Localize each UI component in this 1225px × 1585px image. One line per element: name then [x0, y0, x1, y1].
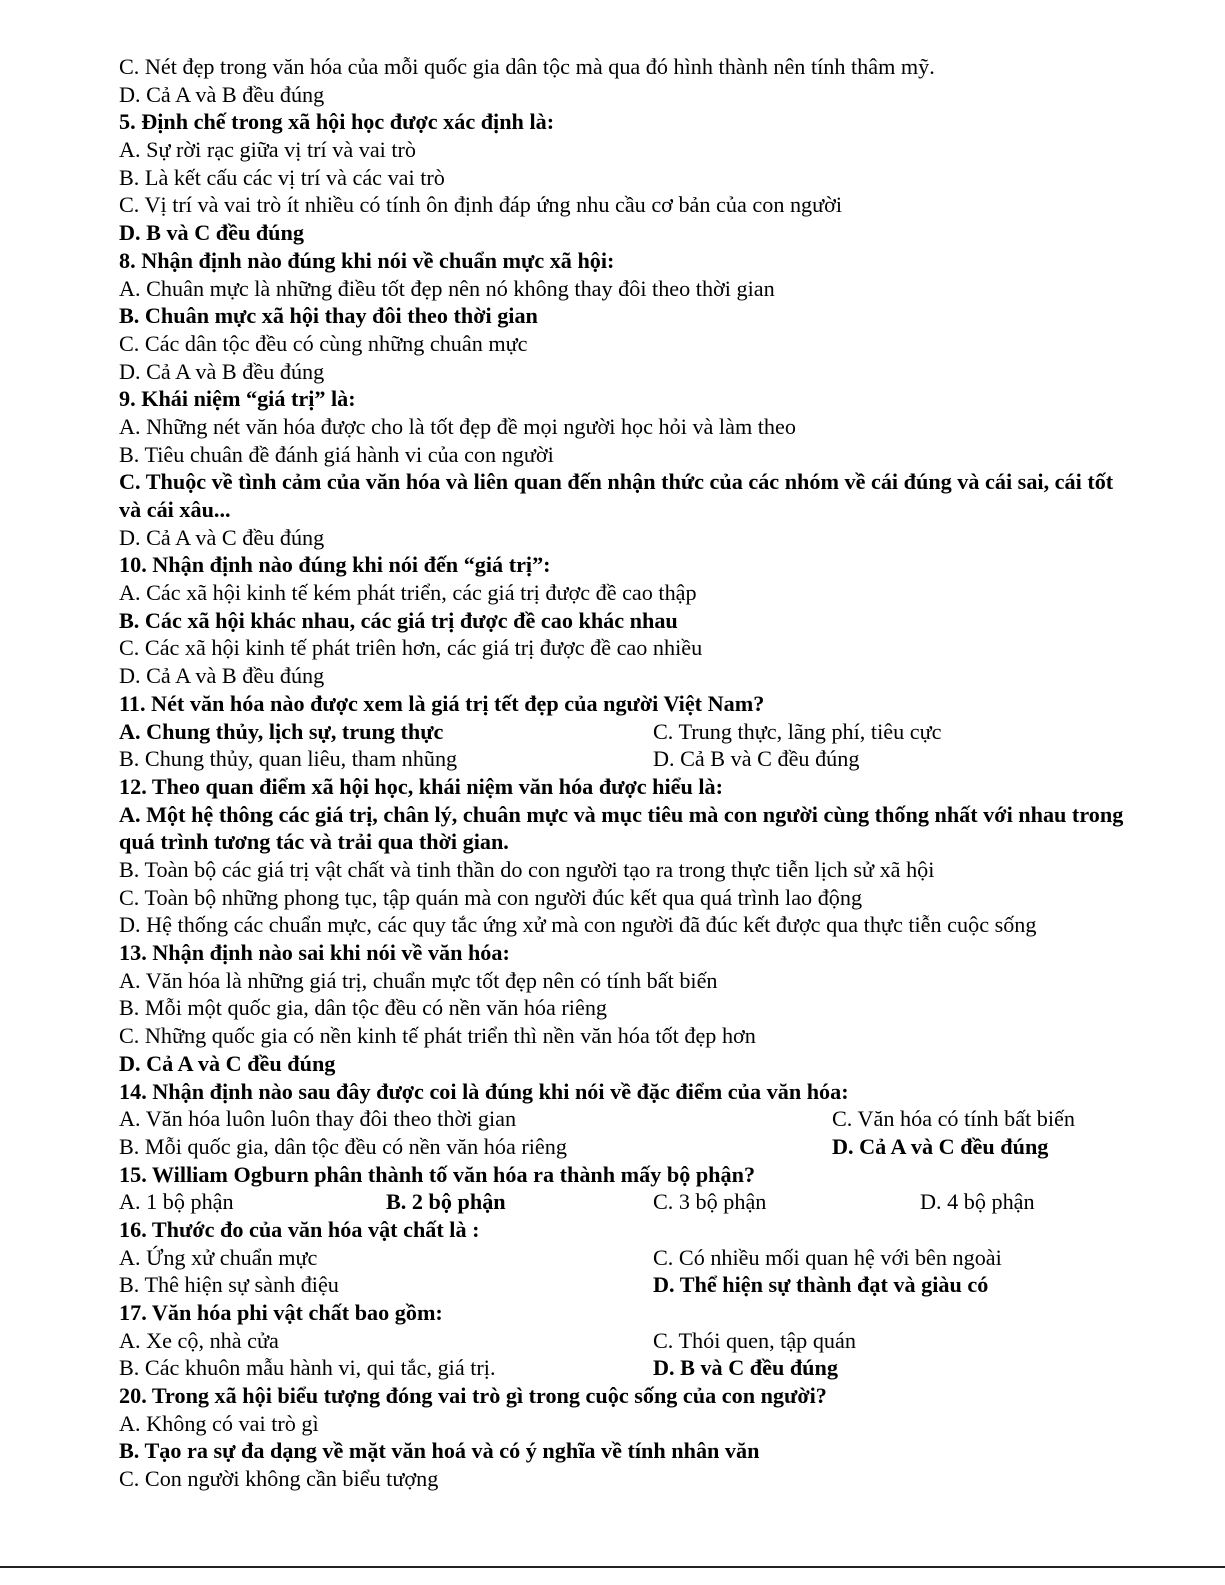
answer-option: B. Mỗi quốc gia, dân tộc đều có nền văn hóa riêng: [119, 1133, 567, 1159]
correct-answer: B. Chuân mực xã hội thay đôi theo thời gian: [119, 303, 538, 329]
answer-option: C. Con người không cần biểu tượng: [119, 1466, 439, 1492]
answer-row: [119, 1327, 1129, 1355]
answer-option: D. Hệ thống các chuẩn mực, các quy tắc ứng xử mà con người đã đúc kết được qua thực tiễn cuộc sống: [119, 912, 1037, 938]
question-16: 16. Thước đo của văn hóa vật chất là :: [119, 1216, 480, 1242]
answer-row: [119, 718, 1129, 746]
question-5: 5. Định chế trong xã hội học được xác định là:: [119, 109, 555, 135]
document-page: [119, 53, 1129, 1493]
answer-row: [119, 1188, 1129, 1216]
correct-answer: B. Các xã hội khác nhau, các giá trị được đề cao khác nhau: [119, 607, 678, 633]
answer-option: B. Toàn bộ các giá trị vật chất và tinh thần do con người tạo ra trong thực tiễn lịch sử xã hội: [119, 857, 935, 882]
correct-answer: A. Một hệ thông các giá trị, chân lý, chuân mực và mục tiêu mà con người cùng thống nhất với nhau trong quá trình tương tác và trải qua thời gian.: [119, 801, 1124, 855]
answer-option: C. Vị trí và vai trò ít nhiều có tính ôn định đáp ứng nhu cầu cơ bản của con người: [119, 192, 843, 218]
answer-option: A. Ứng xử chuẩn mực: [119, 1244, 318, 1270]
answer-option: A. Văn hóa là những giá trị, chuẩn mực tốt đẹp nên có tính bất biến: [119, 967, 718, 993]
answer-option: C. Các dân tộc đều có cùng những chuân mực: [119, 330, 528, 356]
answer-option: D. Cả B và C đều đúng: [653, 746, 860, 772]
answer-row: [119, 1244, 1129, 1272]
answer-option: C. Những quốc gia có nền kinh tế phát triển thì nền văn hóa tốt đẹp hơn: [119, 1023, 756, 1049]
answer-row: [119, 1354, 1129, 1382]
question-9: 9. Khái niệm “giá trị” là:: [119, 386, 356, 412]
answer-option: A. Sự rời rạc giữa vị trí và vai trò: [119, 137, 417, 163]
question-13: 13. Nhận định nào sai khi nói về văn hóa:: [119, 940, 510, 966]
question-12: 12. Theo quan điểm xã hội học, khái niệm văn hóa được hiểu là:: [119, 773, 724, 799]
correct-answer: D. Thể hiện sự thành đạt và giàu có: [653, 1272, 989, 1298]
question-17: 17. Văn hóa phi vật chất bao gồm:: [119, 1300, 443, 1325]
correct-answer: A. Chung thủy, lịch sự, trung thực: [119, 718, 444, 744]
question-8: 8. Nhận định nào đúng khi nói về chuẩn mực xã hội:: [119, 247, 615, 273]
answer-option: C. Trung thực, lãng phí, tiêu cực: [653, 718, 942, 744]
answer-option: B. Thê hiện sự sành điệu: [119, 1272, 339, 1298]
answer-option: C. Các xã hội kinh tế phát triên hơn, các giá trị được đề cao nhiều: [119, 635, 703, 661]
answer-option: D. Cả A và B đều đúng: [119, 358, 325, 384]
correct-answer: B. Tạo ra sự đa dạng về mặt văn hoá và có ý nghĩa về tính nhân văn: [119, 1438, 760, 1464]
correct-answer: B. 2 bộ phận: [386, 1189, 506, 1215]
answer-option: B. Chung thủy, quan liêu, tham nhũng: [119, 746, 458, 772]
answer-option: B. Các khuôn mẫu hành vi, qui tắc, giá trị.: [119, 1355, 496, 1381]
answer-option: D. Cả A và B đều đúng: [119, 81, 325, 107]
correct-answer: D. Cả A và C đều đúng: [119, 1050, 336, 1076]
correct-answer: D. Cả A và C đều đúng: [832, 1133, 1049, 1159]
answer-option: A. Các xã hội kinh tế kém phát triển, các giá trị được đề cao thập: [119, 580, 697, 606]
answer-option: A. 1 bộ phận: [119, 1189, 234, 1215]
answer-option: A. Những nét văn hóa được cho là tốt đẹp đề mọi người học hỏi và làm theo: [119, 413, 796, 439]
answer-option: D. Cả A và C đều đúng: [119, 524, 325, 550]
answer-option: A. Văn hóa luôn luôn thay đôi theo thời gian: [119, 1106, 517, 1132]
correct-answer: C. Thuộc về tình cảm của văn hóa và liên quan đến nhận thức của các nhóm về cái đúng và cái sai, cái tốt và cái xâu...: [119, 469, 1114, 523]
question-11: 11. Nét văn hóa nào được xem là giá trị tết đẹp của người Việt Nam?: [119, 690, 765, 716]
question-20: 20. Trong xã hội biểu tượng đóng vai trò gì trong cuộc sống của con người?: [119, 1383, 827, 1409]
answer-option: C. Thói quen, tập quán: [653, 1327, 856, 1353]
answer-option: A. Không có vai trò gì: [119, 1410, 319, 1436]
answer-option: D. Cả A và B đều đúng: [119, 663, 325, 689]
answer-option: C. Văn hóa có tính bất biến: [832, 1106, 1075, 1132]
answer-option: A. Chuân mực là những điều tốt đẹp nên nó không thay đôi theo thời gian: [119, 275, 775, 301]
answer-option: C. Toàn bộ những phong tục, tập quán mà con người đúc kết qua quá trình lao động: [119, 884, 863, 910]
answer-row: [119, 1105, 1129, 1133]
answer-option: D. 4 bộ phận: [920, 1189, 1035, 1215]
answer-option: C. 3 bộ phận: [653, 1189, 767, 1215]
page-bottom-rule: [0, 1566, 1225, 1568]
answer-option: B. Là kết cấu các vị trí và các vai trò: [119, 164, 445, 190]
question-10: 10. Nhận định nào đúng khi nói đến “giá trị”:: [119, 552, 551, 578]
answer-row: [119, 745, 1129, 773]
correct-answer: D. B và C đều đúng: [653, 1355, 838, 1381]
correct-answer: D. B và C đều đúng: [119, 220, 304, 246]
answer-option: B. Mỗi một quốc gia, dân tộc đều có nền văn hóa riêng: [119, 995, 608, 1021]
answer-row: [119, 1271, 1129, 1299]
answer-option: C. Nét đẹp trong văn hóa của mỗi quốc gia dân tộc mà qua đó hình thành nên tính thâm mỹ.: [119, 54, 935, 79]
answer-option: C. Có nhiều mối quan hệ với bên ngoài: [653, 1244, 1002, 1270]
question-14: 14. Nhận định nào sau đây được coi là đúng khi nói về đặc điểm của văn hóa:: [119, 1078, 849, 1104]
question-15: 15. William Ogburn phân thành tố văn hóa ra thành mấy bộ phận?: [119, 1161, 756, 1187]
answer-option: B. Tiêu chuân đề đánh giá hành vi của con người: [119, 441, 554, 467]
answer-row: [119, 1133, 1129, 1161]
answer-option: A. Xe cộ, nhà cửa: [119, 1327, 279, 1353]
